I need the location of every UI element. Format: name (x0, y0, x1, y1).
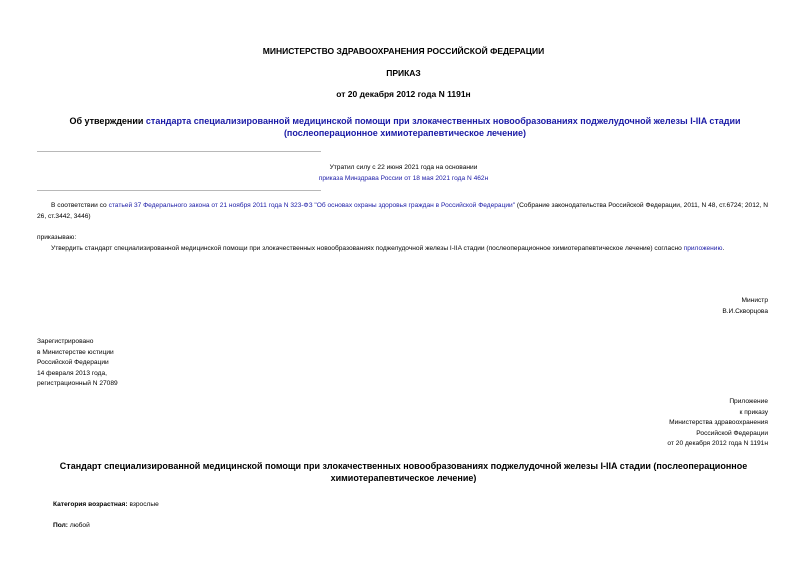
appendix-line: к приказу (739, 408, 768, 416)
registration-line: Зарегистрировано (37, 338, 94, 345)
order-end: . (722, 245, 725, 252)
order-text: Утвердить стандарт специализированной медицинской помощи при злокачественных новообразованиях поджелудочной железы I-IIA стадии (послеоперационное химиотерапевтическое лечение) согласно (51, 245, 684, 252)
appendix-line: Приложение (729, 398, 768, 405)
order-word: приказываю: (37, 234, 77, 241)
sex-value: любой (69, 522, 90, 529)
divider-bottom (37, 190, 321, 191)
appendix-line: от 20 декабря 2012 года N 1191н (667, 440, 768, 447)
repeal-notice-link-line (0, 174, 807, 185)
sex-category (53, 521, 90, 532)
preamble-prefix: В соответствии со (51, 202, 109, 209)
order-paragraph (37, 244, 768, 255)
signatory-position: Министр (741, 297, 768, 304)
age-category-label: Категория возрастная: (53, 501, 128, 508)
federal-law-link[interactable]: статьей 37 Федерального закона от 21 ноября 2011 года N 323-ФЗ "Об основах охраны здоровья граждан в Российской Федерации" (108, 202, 516, 209)
sex-label: Пол: (53, 522, 68, 529)
registration-line: 14 февраля 2013 года, (37, 369, 107, 377)
preamble-suffix: (Собрание законодательства Российской Федерации, 2011, N 48, ст.6724; 2012, N 26, ст.3442, 3446) (37, 202, 768, 220)
appendix-line: Министерства здравоохранения (669, 419, 768, 426)
repeal-notice: Утратил силу с 22 июня 2021 года на основании (329, 164, 478, 171)
repeal-order-link[interactable]: приказа Минздрава России от 18 мая 2021 года N 462н (318, 175, 489, 182)
divider-top (37, 151, 321, 152)
registration-block (37, 337, 118, 390)
document-type: ПРИКАЗ (386, 68, 421, 78)
signatory-name: В.И.Скворцова (722, 308, 768, 315)
appendix-line: Российской Федерации (696, 429, 768, 437)
preamble-paragraph (37, 201, 768, 222)
document-date-number: от 20 декабря 2012 года N 1191н (336, 89, 471, 99)
title-prefix: Об утверждении (69, 116, 146, 126)
registration-line: регистрационный N 27089 (37, 380, 118, 387)
age-category (53, 500, 159, 511)
registration-line: Российской Федерации (37, 359, 109, 366)
standard-link[interactable]: стандарта специализированной медицинской помощи при злокачественных новообразованиях поджелудочной железы I-IIA стадии (послеоперационное химиотерапевтическое лечение) (145, 116, 741, 138)
appendix-header (667, 397, 768, 450)
registration-line: в Министерстве юстиции (37, 348, 114, 356)
age-category-value: взрослые (129, 501, 159, 508)
standard-title: Стандарт специализированной медицинской помощи при злокачественных новообразованиях поджелудочной железы I-IIA стадии (послеоперационное химиотерапевтическое лечение) (59, 461, 748, 483)
document-title (60, 115, 750, 139)
appendix-link[interactable]: приложению (683, 245, 723, 252)
ministry-heading: МИНИСТЕРСТВО ЗДРАВООХРАНЕНИЯ РОССИЙСКОЙ ФЕДЕРАЦИИ (262, 46, 545, 56)
